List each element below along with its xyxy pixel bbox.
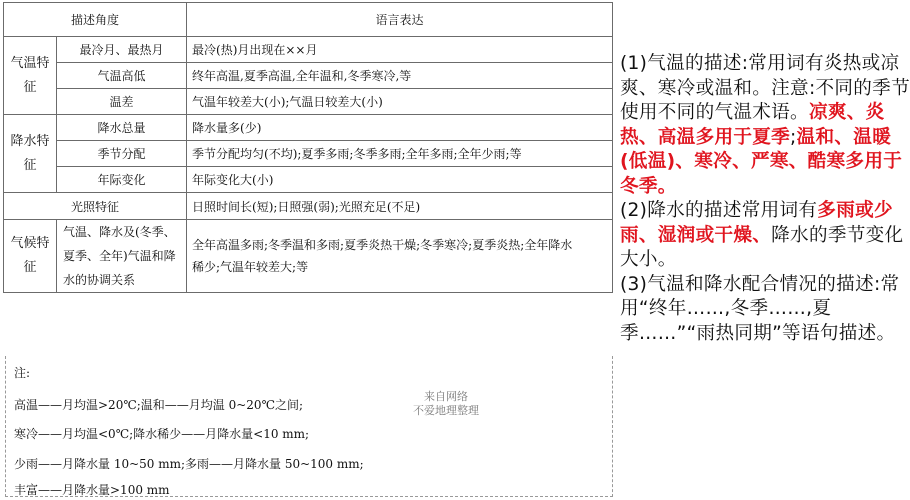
explanation-paragraph-combination: (3)气温和降水配合情况的描述:常用“终年……,冬季……,夏季……”“雨热同期”等语句描述。 — [620, 273, 900, 344]
text-span: (1)气温的描述:常用词有炎热或凉爽、寒冷或温和。注意:不同的季节使用不同的气温术语。 — [620, 53, 910, 123]
subcategory-cell: 最冷月、最热月 — [57, 37, 187, 63]
expression-cell — [187, 220, 613, 293]
highlight-winter-terms: 温和、温暖(低温)、寒冷、严寒、酷寒多用于冬季。 — [620, 126, 903, 197]
explanation-paragraph-temperature — [620, 52, 910, 199]
category-temperature: 气温特征 — [4, 37, 57, 115]
table-row — [4, 220, 613, 293]
highlight-precip-terms: 多雨或少雨、湿润或干燥、 — [620, 200, 893, 246]
table-row — [4, 193, 613, 220]
subcategory-line: 夏季、全年)气温和降 — [63, 249, 176, 263]
note-line: 寒冷——月均温<0℃;降水稀少——月降水量<10 mm; — [14, 427, 310, 441]
header-expression: 语言表达 — [187, 3, 613, 37]
notes-title: 注: — [14, 366, 31, 380]
subcategory-cell — [57, 220, 187, 293]
category-sunlight: 光照特征 — [4, 193, 187, 220]
text-span: (2)降水的描述常用词有 — [620, 200, 818, 221]
highlight-summer-terms: 凉爽、炎热、高温多用于夏季 — [620, 102, 885, 148]
expression-line: 全年高温多雨;冬季温和多雨;夏季炎热干燥;冬季寒冷;夏季炎热;全年降水 — [192, 238, 573, 252]
table-row — [4, 167, 613, 193]
expression-cell: 最冷(热)月出现在××月 — [187, 37, 613, 63]
table-row — [4, 89, 613, 115]
expression-line: 稀少;气温年较差大;等 — [192, 260, 309, 274]
expression-cell: 终年高温,夏季高温,全年温和,冬季寒冷,等 — [187, 63, 613, 89]
table-row — [4, 141, 613, 167]
climate-description-table — [3, 2, 612, 355]
notes-box — [5, 356, 613, 497]
explanation-paragraph-precipitation — [620, 199, 910, 273]
subcategory-cell: 季节分配 — [57, 141, 187, 167]
category-precipitation: 降水特征 — [4, 115, 57, 193]
expression-cell: 气温年较差大(小);气温日较差大(小) — [187, 89, 613, 115]
subcategory-line: 水的协调关系 — [63, 273, 136, 287]
table-row — [4, 37, 613, 63]
expression-cell: 季节分配均匀(不均);夏季多雨;冬季多雨;全年多雨;全年少雨;等 — [187, 141, 613, 167]
expression-cell: 日照时间长(短);日照强(弱);光照充足(不足) — [187, 193, 613, 220]
subcategory-cell: 温差 — [57, 89, 187, 115]
watermark-line: 不爱地理整理 — [413, 404, 479, 417]
text-span: 降水的季节变化大小。 — [620, 224, 904, 270]
expression-cell: 降水量多(少) — [187, 115, 613, 141]
table-row — [4, 63, 613, 89]
subcategory-line: 气温、降水及(冬季、 — [63, 225, 176, 239]
watermark — [396, 390, 496, 418]
watermark-line: 来自网络 — [424, 390, 468, 403]
note-line: 丰富——月降水量>100 mm — [14, 483, 170, 497]
subcategory-cell: 降水总量 — [57, 115, 187, 141]
table-row — [4, 115, 613, 141]
category-climate: 气候特征 — [4, 220, 57, 293]
note-line: 少雨——月降水量 10~50 mm;多雨——月降水量 50~100 mm; — [14, 457, 364, 471]
text-span: ; — [790, 126, 797, 148]
header-angle: 描述角度 — [4, 3, 187, 37]
table-header-row — [4, 3, 613, 37]
note-line: 高温——月均温>20℃;温和——月均温 0~20℃之间; — [14, 398, 304, 412]
subcategory-cell: 气温高低 — [57, 63, 187, 89]
subcategory-cell: 年际变化 — [57, 167, 187, 193]
explanation-text — [620, 52, 910, 346]
expression-cell: 年际变化大(小) — [187, 167, 613, 193]
